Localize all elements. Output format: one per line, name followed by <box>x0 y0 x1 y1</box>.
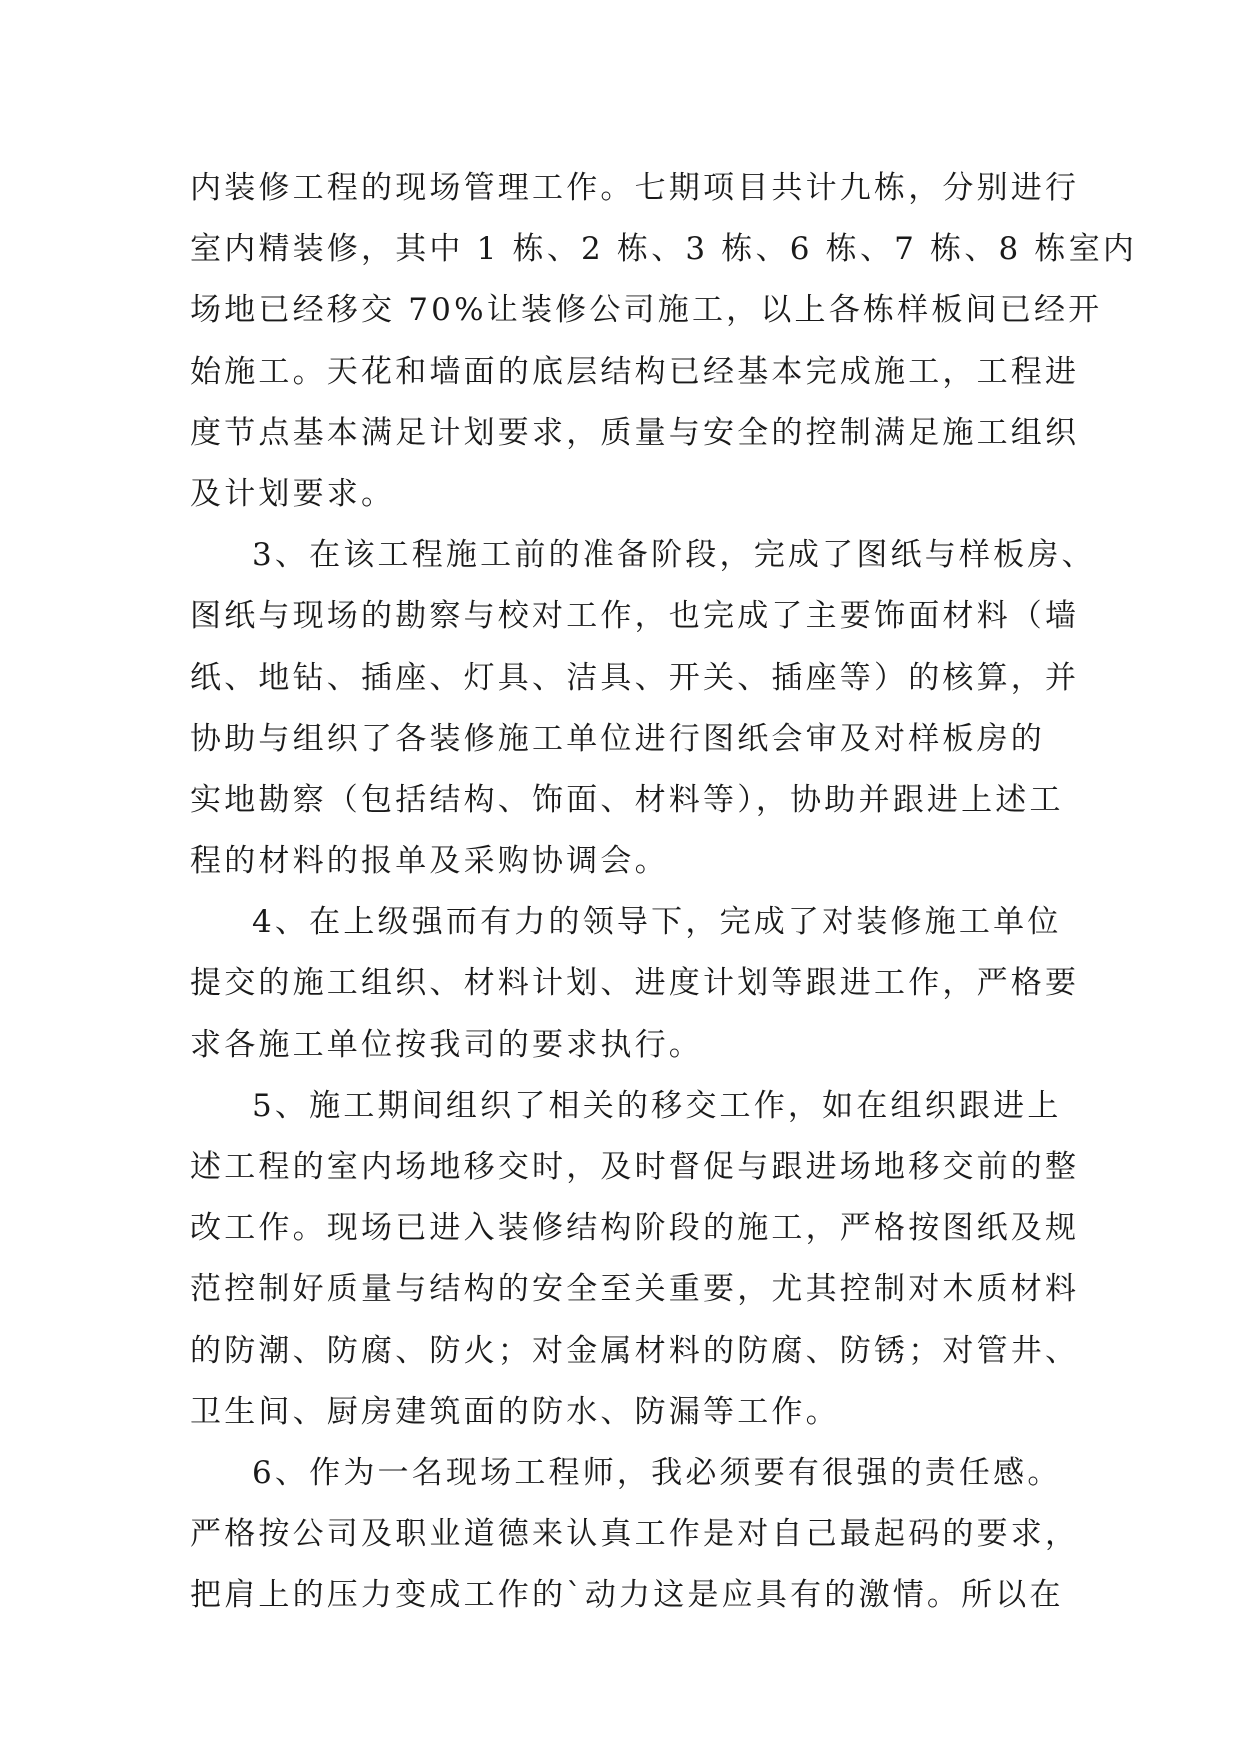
text-line: 协助与组织了各装修施工单位进行图纸会审及对样板房的 <box>190 720 1045 757</box>
text-line: 6、作为一名现场工程师，我必须要有很强的责任感。 <box>252 1454 1062 1491</box>
text-line: 5、施工期间组织了相关的移交工作，如在组织跟进上 <box>252 1087 1062 1124</box>
text-line: 把肩上的压力变成工作的`动力这是应具有的激情。所以在 <box>190 1577 1064 1614</box>
text-line: 图纸与现场的勘察与校对工作，也完成了主要饰面材料（墙 <box>190 598 1080 635</box>
text-line: 实地勘察（包括结构、饰面、材料等），协助并跟进上述工 <box>190 781 1064 818</box>
text-line: 求各施工单位按我司的要求执行。 <box>190 1026 703 1063</box>
text-line: 始施工。天花和墙面的底层结构已经基本完成施工，工程进 <box>190 353 1080 390</box>
text-line: 述工程的室内场地移交时，及时督促与跟进场地移交前的整 <box>190 1149 1080 1185</box>
text-line: 纸、地钻、插座、灯具、洁具、开关、插座等）的核算，并 <box>190 659 1080 696</box>
text-line: 度节点基本满足计划要求，质量与安全的控制满足施工组织 <box>190 414 1080 451</box>
text-line: 程的材料的报单及采购协调会。 <box>190 843 669 880</box>
text-line: 场地已经移交 70%让装修公司施工，以上各栋样板间已经开 <box>190 292 1103 329</box>
text-line: 范控制好质量与结构的安全至关重要，尤其控制对木质材料 <box>190 1271 1080 1308</box>
text-line: 室内精装修，其中 1 栋、2 栋、3 栋、6 栋、7 栋、8 栋室内 <box>190 231 1138 268</box>
document-body <box>190 158 1138 1627</box>
text-line: 的防潮、防腐、防火；对金属材料的防腐、防锈；对管井、 <box>190 1332 1080 1369</box>
text-line: 提交的施工组织、材料计划、进度计划等跟进工作，严格要 <box>190 965 1080 1002</box>
text-line: 3、在该工程施工前的准备阶段，完成了图纸与样板房、 <box>252 537 1096 574</box>
text-line: 4、在上级强而有力的领导下，完成了对装修施工单位 <box>252 904 1062 941</box>
text-line: 严格按公司及职业道德来认真工作是对自己最起码的要求， <box>190 1516 1080 1553</box>
text-line: 改工作。现场已进入装修结构阶段的施工，严格按图纸及规 <box>190 1210 1080 1247</box>
text-line: 卫生间、厨房建筑面的防水、防漏等工作。 <box>190 1393 840 1430</box>
text-line: 内装修工程的现场管理工作。七期项目共计九栋，分别进行 <box>190 170 1080 206</box>
text-line: 及计划要求。 <box>190 475 396 512</box>
